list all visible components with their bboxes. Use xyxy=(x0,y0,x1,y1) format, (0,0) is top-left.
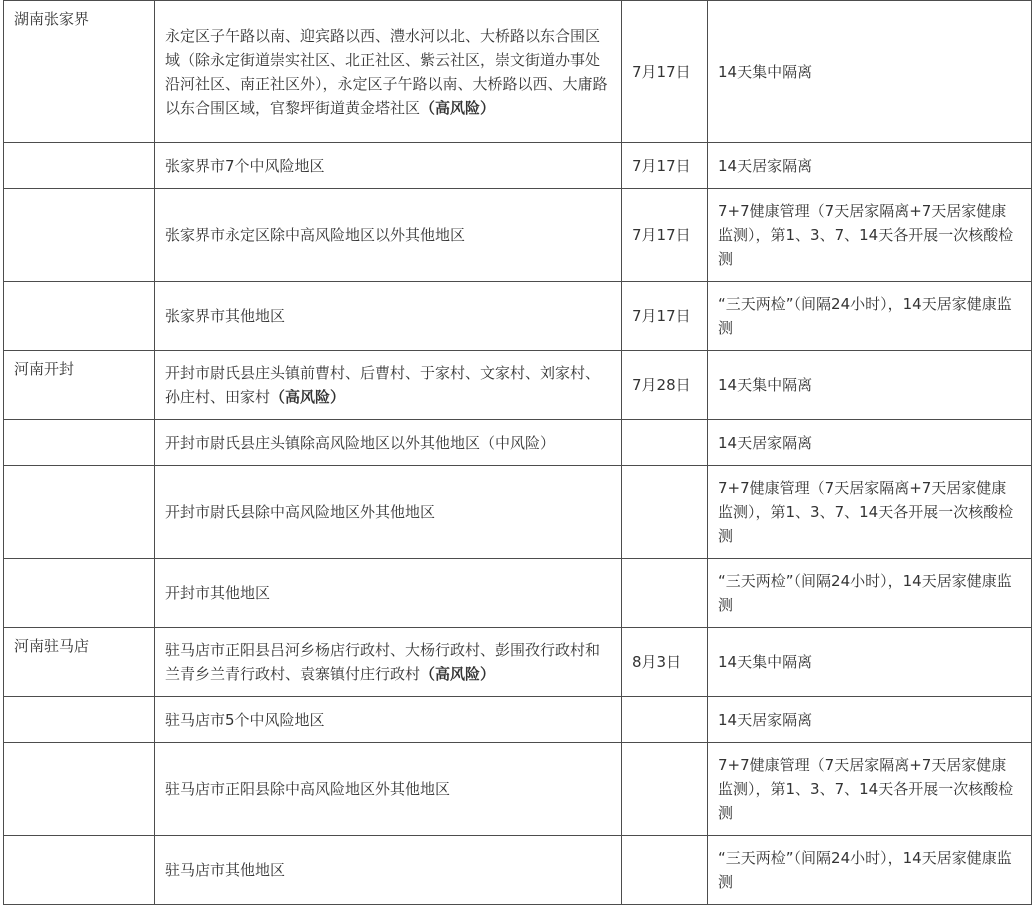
area-cell xyxy=(155,420,622,466)
table-row xyxy=(4,697,1032,743)
measure-cell: “三天两检”（间隔24小时），14天居家健康监测 xyxy=(708,282,1032,351)
area-cell xyxy=(155,628,622,697)
date-cell xyxy=(622,836,708,905)
table-row xyxy=(4,1,1032,143)
area-cell xyxy=(155,282,622,351)
area-cell xyxy=(155,351,622,420)
risk-level: （高风险） xyxy=(270,388,346,406)
region-cell: 湖南张家界 xyxy=(4,1,155,143)
area-text: 驻马店市5个中风险地区 xyxy=(165,710,325,729)
area-text: 开封市尉氏县庄头镇除高风险地区以外其他地区（中风险） xyxy=(165,433,556,452)
date-cell: 7月17日 xyxy=(622,282,708,351)
area-text: 张家界市永定区除中高风险地区以外其他地区 xyxy=(165,226,466,244)
measure-cell: 14天集中隔离 xyxy=(708,351,1032,420)
area-cell xyxy=(155,466,622,559)
measure-cell: “三天两检”（间隔24小时），14天居家健康监测 xyxy=(708,836,1032,905)
area-cell xyxy=(155,189,622,282)
region-cell xyxy=(4,282,155,351)
region-cell xyxy=(4,420,155,466)
date-cell xyxy=(622,697,708,743)
table-row xyxy=(4,559,1032,628)
area-text: 张家界市其他地区 xyxy=(165,307,286,325)
table-row xyxy=(4,420,1032,466)
measure-cell: 7+7健康管理（7天居家隔离+7天居家健康监测），第1、3、7、14天各开展一次核酸检测 xyxy=(708,466,1032,559)
region-cell xyxy=(4,466,155,559)
area-cell xyxy=(155,1,622,143)
measure-cell: “三天两检”（间隔24小时），14天居家健康监测 xyxy=(708,559,1032,628)
date-cell: 7月28日 xyxy=(622,351,708,420)
area-text: 驻马店市其他地区 xyxy=(165,861,286,879)
table-row xyxy=(4,743,1032,836)
date-cell: 8月3日 xyxy=(622,628,708,697)
area-cell xyxy=(155,559,622,628)
region-cell xyxy=(4,559,155,628)
table-row xyxy=(4,628,1032,697)
measure-cell: 14天集中隔离 xyxy=(708,1,1032,143)
risk-area-table xyxy=(3,0,1032,905)
region-cell xyxy=(4,697,155,743)
region-cell xyxy=(4,189,155,282)
date-cell: 7月17日 xyxy=(622,143,708,189)
area-text: 驻马店市正阳县吕河乡杨店行政村、大杨行政村、彭围孜行政村和兰青乡兰青行政村、袁寨镇付庄行政村 xyxy=(165,641,601,683)
table-row xyxy=(4,466,1032,559)
area-cell xyxy=(155,143,622,189)
risk-level: （高风险） xyxy=(420,665,496,683)
measure-cell: 7+7健康管理（7天居家隔离+7天居家健康监测），第1、3、7、14天各开展一次核酸检测 xyxy=(708,189,1032,282)
risk-level: （高风险） xyxy=(420,98,496,117)
date-cell: 7月17日 xyxy=(622,189,708,282)
date-cell xyxy=(622,420,708,466)
table-row xyxy=(4,143,1032,189)
area-text: 开封市尉氏县庄头镇前曹村、后曹村、于家村、文家村、刘家村、孙庄村、田家村 xyxy=(165,364,601,406)
table-row xyxy=(4,351,1032,420)
measure-cell: 14天居家隔离 xyxy=(708,143,1032,189)
table-row xyxy=(4,282,1032,351)
area-text: 开封市尉氏县除中高风险地区外其他地区 xyxy=(165,503,436,521)
table-row xyxy=(4,189,1032,282)
area-cell xyxy=(155,836,622,905)
table-body xyxy=(4,1,1032,905)
measure-cell: 14天居家隔离 xyxy=(708,697,1032,743)
date-cell: 7月17日 xyxy=(622,1,708,143)
date-cell xyxy=(622,743,708,836)
region-cell xyxy=(4,743,155,836)
measure-cell: 14天居家隔离 xyxy=(708,420,1032,466)
area-cell xyxy=(155,697,622,743)
area-text: 开封市其他地区 xyxy=(165,584,271,602)
region-cell: 河南开封 xyxy=(4,351,155,420)
region-cell xyxy=(4,143,155,189)
date-cell xyxy=(622,466,708,559)
area-text: 张家界市7个中风险地区 xyxy=(165,156,325,175)
area-cell xyxy=(155,743,622,836)
date-cell xyxy=(622,559,708,628)
area-text: 永定区子午路以南、迎宾路以西、澧水河以北、大桥路以东合围区域（除永定街道崇实社区、北正社区、紫云社区，崇文街道办事处沿河社区、南正社区外），永定区子午路以南、大桥路以西、大庸路以东合围区域，官黎坪街道黄金塔社区 xyxy=(165,26,608,117)
table-row xyxy=(4,836,1032,905)
measure-cell: 14天集中隔离 xyxy=(708,628,1032,697)
measure-cell: 7+7健康管理（7天居家隔离+7天居家健康监测），第1、3、7、14天各开展一次核酸检测 xyxy=(708,743,1032,836)
region-cell: 河南驻马店 xyxy=(4,628,155,697)
region-cell xyxy=(4,836,155,905)
area-text: 驻马店市正阳县除中高风险地区外其他地区 xyxy=(165,780,451,798)
